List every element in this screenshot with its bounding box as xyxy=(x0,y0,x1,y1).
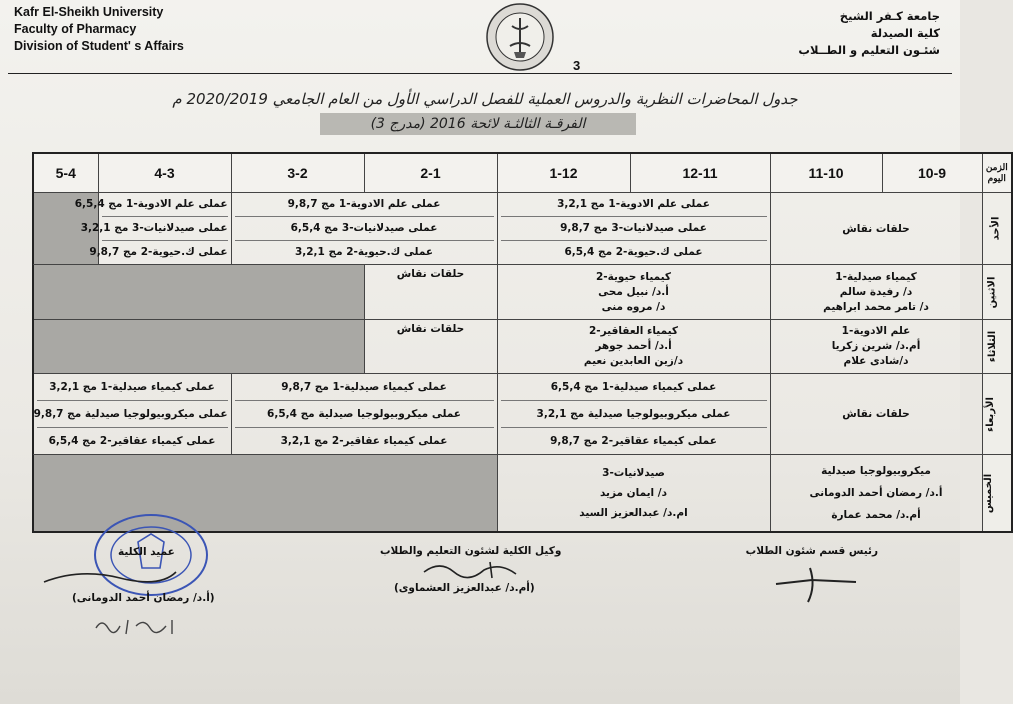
time-header: 1-12 xyxy=(497,153,630,193)
session-cell: عملى علم الادوية-1 مج 3,2,1 عملى صيدلانيات-3 مج 9,8,7 عملى ك.حيوية-2 مج 6,5,4 xyxy=(497,193,770,265)
day-label: الخميس xyxy=(982,455,1012,532)
time-header: 10-9 xyxy=(882,153,982,193)
session-cell: كيمياء العقاقير-2 أ.د/ أحمد جوهر د/زين العابدين نعيم xyxy=(497,319,770,373)
time-header: 3-2 xyxy=(231,153,364,193)
session-cell: صيدلانيات-3 د/ ايمان مزيد ام.د/ عبدالعزيز السيد xyxy=(497,455,770,532)
day-label: الأحد xyxy=(982,193,1012,265)
student-affairs-head-title: رئيس قسم شئون الطلاب xyxy=(745,545,878,557)
day-row-monday xyxy=(33,265,1012,319)
signature-mark-icon xyxy=(772,556,862,606)
day-label: الثلاثاء xyxy=(982,319,1012,373)
vice-dean-title: وكيل الكلية لشئون التعليم والطلاب xyxy=(380,545,562,557)
corner-cell: الزمن اليوم xyxy=(982,153,1012,193)
time-header: 5-4 xyxy=(33,153,98,193)
day-label: الاثنين xyxy=(982,265,1012,319)
schedule-table xyxy=(32,152,1013,533)
division-name-ar: شئـون التعليم و الطــلاب xyxy=(798,43,940,57)
session-cell: حلقات نقاش xyxy=(770,193,982,265)
time-header: 2-1 xyxy=(364,153,497,193)
vice-dean-name: (أم.د/ عبدالعزيز العشماوى) xyxy=(394,582,535,594)
division-name: Division of Student' s Affairs xyxy=(14,39,184,53)
faculty-name-ar: كلية الصيدلة xyxy=(870,26,940,40)
session-cell: عملى علم الادوية-1 مج 9,8,7 عملى صيدلانيات-3 مج 6,5,4 عملى ك.حيوية-2 مج 3,2,1 xyxy=(231,193,497,265)
time-header: 12-11 xyxy=(630,153,770,193)
time-header-row xyxy=(33,153,1012,193)
session-cell: ميكروبيولوجيا صيدلية أ.د/ رمضان أحمد الدومانى أم.د/ محمد عمارة xyxy=(770,455,982,532)
page-number: 3 xyxy=(573,58,581,73)
header-arabic xyxy=(798,8,940,59)
faculty-logo-icon xyxy=(474,2,566,72)
session-cell: كيمياء صيدلية-1 د/ رفيدة سالم د/ تامر محمد ابراهيم xyxy=(770,265,982,319)
handwritten-note-icon xyxy=(92,614,182,640)
session-cell: عملى كيمياء صيدلية-1 مج 9,8,7 عملى ميكروبيولوجيا صيدلية مج 6,5,4 عملى كيمياء عقاقير-2 مج 3,2,1 xyxy=(231,373,497,454)
university-name: Kafr El-Sheikh University xyxy=(14,5,164,19)
signature-mark-icon xyxy=(420,556,530,582)
dean-title: عميد الكلية xyxy=(118,546,175,558)
session-cell: علم الادوية-1 أم.د/ شرين زكريا د/شادى علام xyxy=(770,319,982,373)
header-divider xyxy=(8,73,952,74)
empty-cell xyxy=(33,319,364,373)
dean-name: (أ.د/ رمضان أحمد الدومانى) xyxy=(72,592,215,604)
time-header: 11-10 xyxy=(770,153,882,193)
session-cell: عملى كيمياء صيدلية-1 مج 3,2,1 عملى ميكروبيولوجيا صيدلية مج 9,8,7 عملى كيمياء عقاقير-2 مج 6,5,4 xyxy=(33,373,231,454)
day-row-wednesday xyxy=(33,373,1012,454)
faculty-name: Faculty of Pharmacy xyxy=(14,22,137,36)
session-cell: حلقات نقاش xyxy=(364,265,497,319)
time-header: 4-3 xyxy=(98,153,231,193)
session-cell: حلقات نقاش xyxy=(364,319,497,373)
empty-cell xyxy=(33,265,364,319)
session-cell: كيمياء حيوية-2 أ.د/ نبيل محى د/ مروه منى xyxy=(497,265,770,319)
schedule-title: جدول المحاضرات النظرية والدروس العملية للفصل الدراسي الأول من العام الجامعي 2020/2019 م xyxy=(172,90,798,108)
university-name-ar: جامعة كـفر الشيخ xyxy=(839,9,940,23)
session-cell: عملى كيمياء صيدلية-1 مج 6,5,4 عملى ميكروبيولوجيا صيدلية مج 3,2,1 عملى كيمياء عقاقير-2 مج 9,8,7 xyxy=(497,373,770,454)
session-cell: عملى علم الادوية-1 مج 6,5,4 عملى صيدلانيات-3 مج 3,2,1 عملى ك.حيوية-2 مج 9,8,7 xyxy=(98,193,231,265)
signature-mark-icon xyxy=(40,558,180,594)
schedule-subtitle: الفرقـة الثالثـة لائحة 2016 (مدرج 3) xyxy=(320,113,636,135)
header-english xyxy=(14,4,184,55)
day-row-sunday xyxy=(33,193,1012,265)
session-cell: حلقات نقاش xyxy=(770,373,982,454)
day-label: الأربعاء xyxy=(982,373,1012,454)
day-row-tuesday xyxy=(33,319,1012,373)
